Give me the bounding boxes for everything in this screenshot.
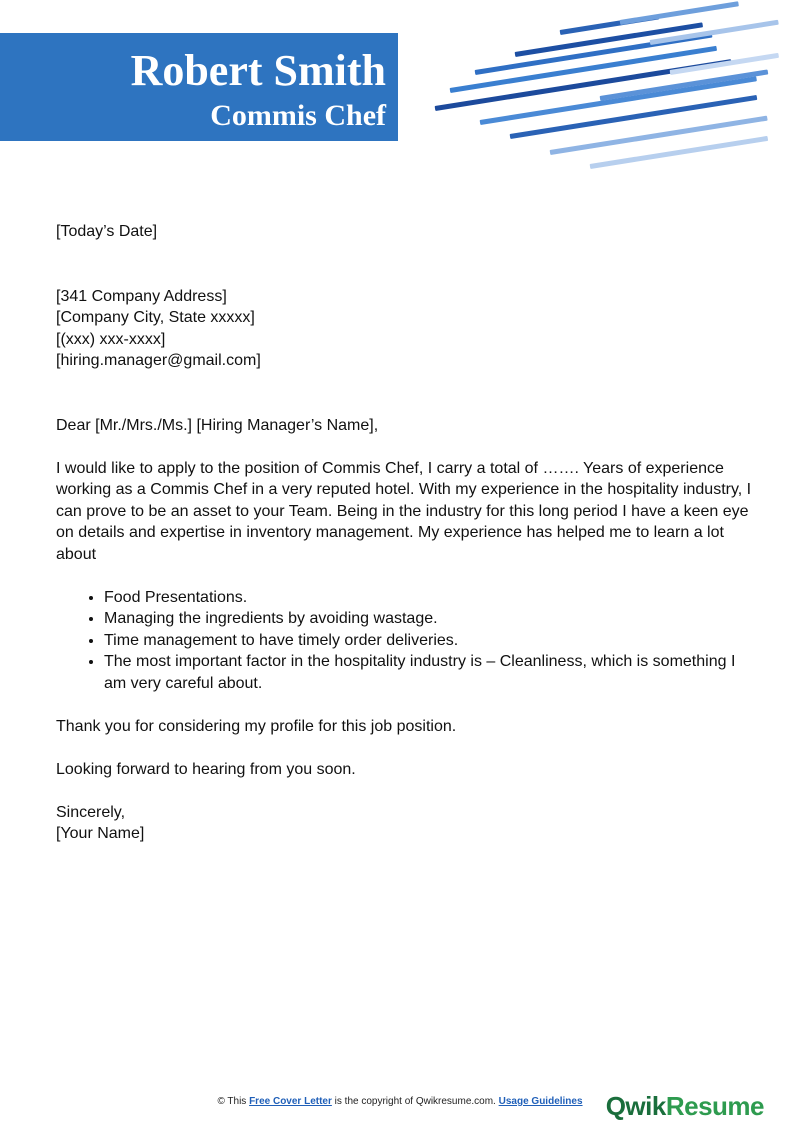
list-item: • The most important factor in the hospitality industry is – Cleanliness, which is something I am very careful about.	[104, 651, 756, 694]
closing-paragraph: Looking forward to hearing from you soon.	[56, 760, 356, 778]
footer-middle: is the copyright of Qwikresume.com.	[331, 1096, 499, 1107]
header-band	[0, 33, 398, 141]
recipient-email: [hiring.manager@gmail.com]	[56, 352, 261, 369]
free-cover-letter-link[interactable]: Free Cover Letter	[249, 1096, 332, 1107]
signature-name: [Your Name]	[56, 825, 145, 842]
intro-paragraph: I would like to apply to the position of Commis Chef, I carry a total of ……. Years of experience working as a Commis Chef in a very reputed hotel. With my experience in the hospitality industry, I can prove to be an asset to your Team. Being in the industry for this long period I have a keen eye on details and expertise in inventory management. My experience has helped me to learn a lot about	[56, 459, 752, 563]
recipient-phone: [(xxx) xxx-xxxx]	[56, 330, 166, 348]
thanks-paragraph: Thank you for considering my profile for this job position.	[56, 717, 457, 735]
stripe	[620, 1, 739, 25]
signoff: Sincerely,	[56, 803, 126, 821]
recipient-address: [341 Company Address]	[56, 287, 227, 305]
decorative-stripes	[420, 0, 800, 190]
footer-prefix: © This	[217, 1096, 250, 1107]
list-item: • Time management to have timely order deliveries.	[104, 630, 756, 652]
qwikresume-logo[interactable]	[606, 1091, 764, 1122]
job-title: Commis Chef	[210, 99, 386, 132]
logo-part-qwik: Qwik	[605, 1091, 666, 1121]
usage-guidelines-link[interactable]: Usage Guidelines	[498, 1096, 583, 1107]
list-item: • Managing the ingredients by avoiding wastage.	[104, 608, 756, 630]
salutation: Dear [Mr./Mrs./Ms.] [Hiring Manager’s Name],	[56, 416, 379, 434]
letter-body	[56, 221, 756, 845]
recipient-city-state: [Company City, State xxxxx]	[56, 309, 255, 326]
skills-list	[56, 587, 756, 695]
stripe	[510, 95, 758, 139]
applicant-name: Robert Smith	[130, 46, 386, 95]
logo-part-resume: Resume	[665, 1091, 764, 1121]
list-item: • Food Presentations.	[104, 587, 756, 609]
letter-date: [Today’s Date]	[56, 223, 158, 240]
